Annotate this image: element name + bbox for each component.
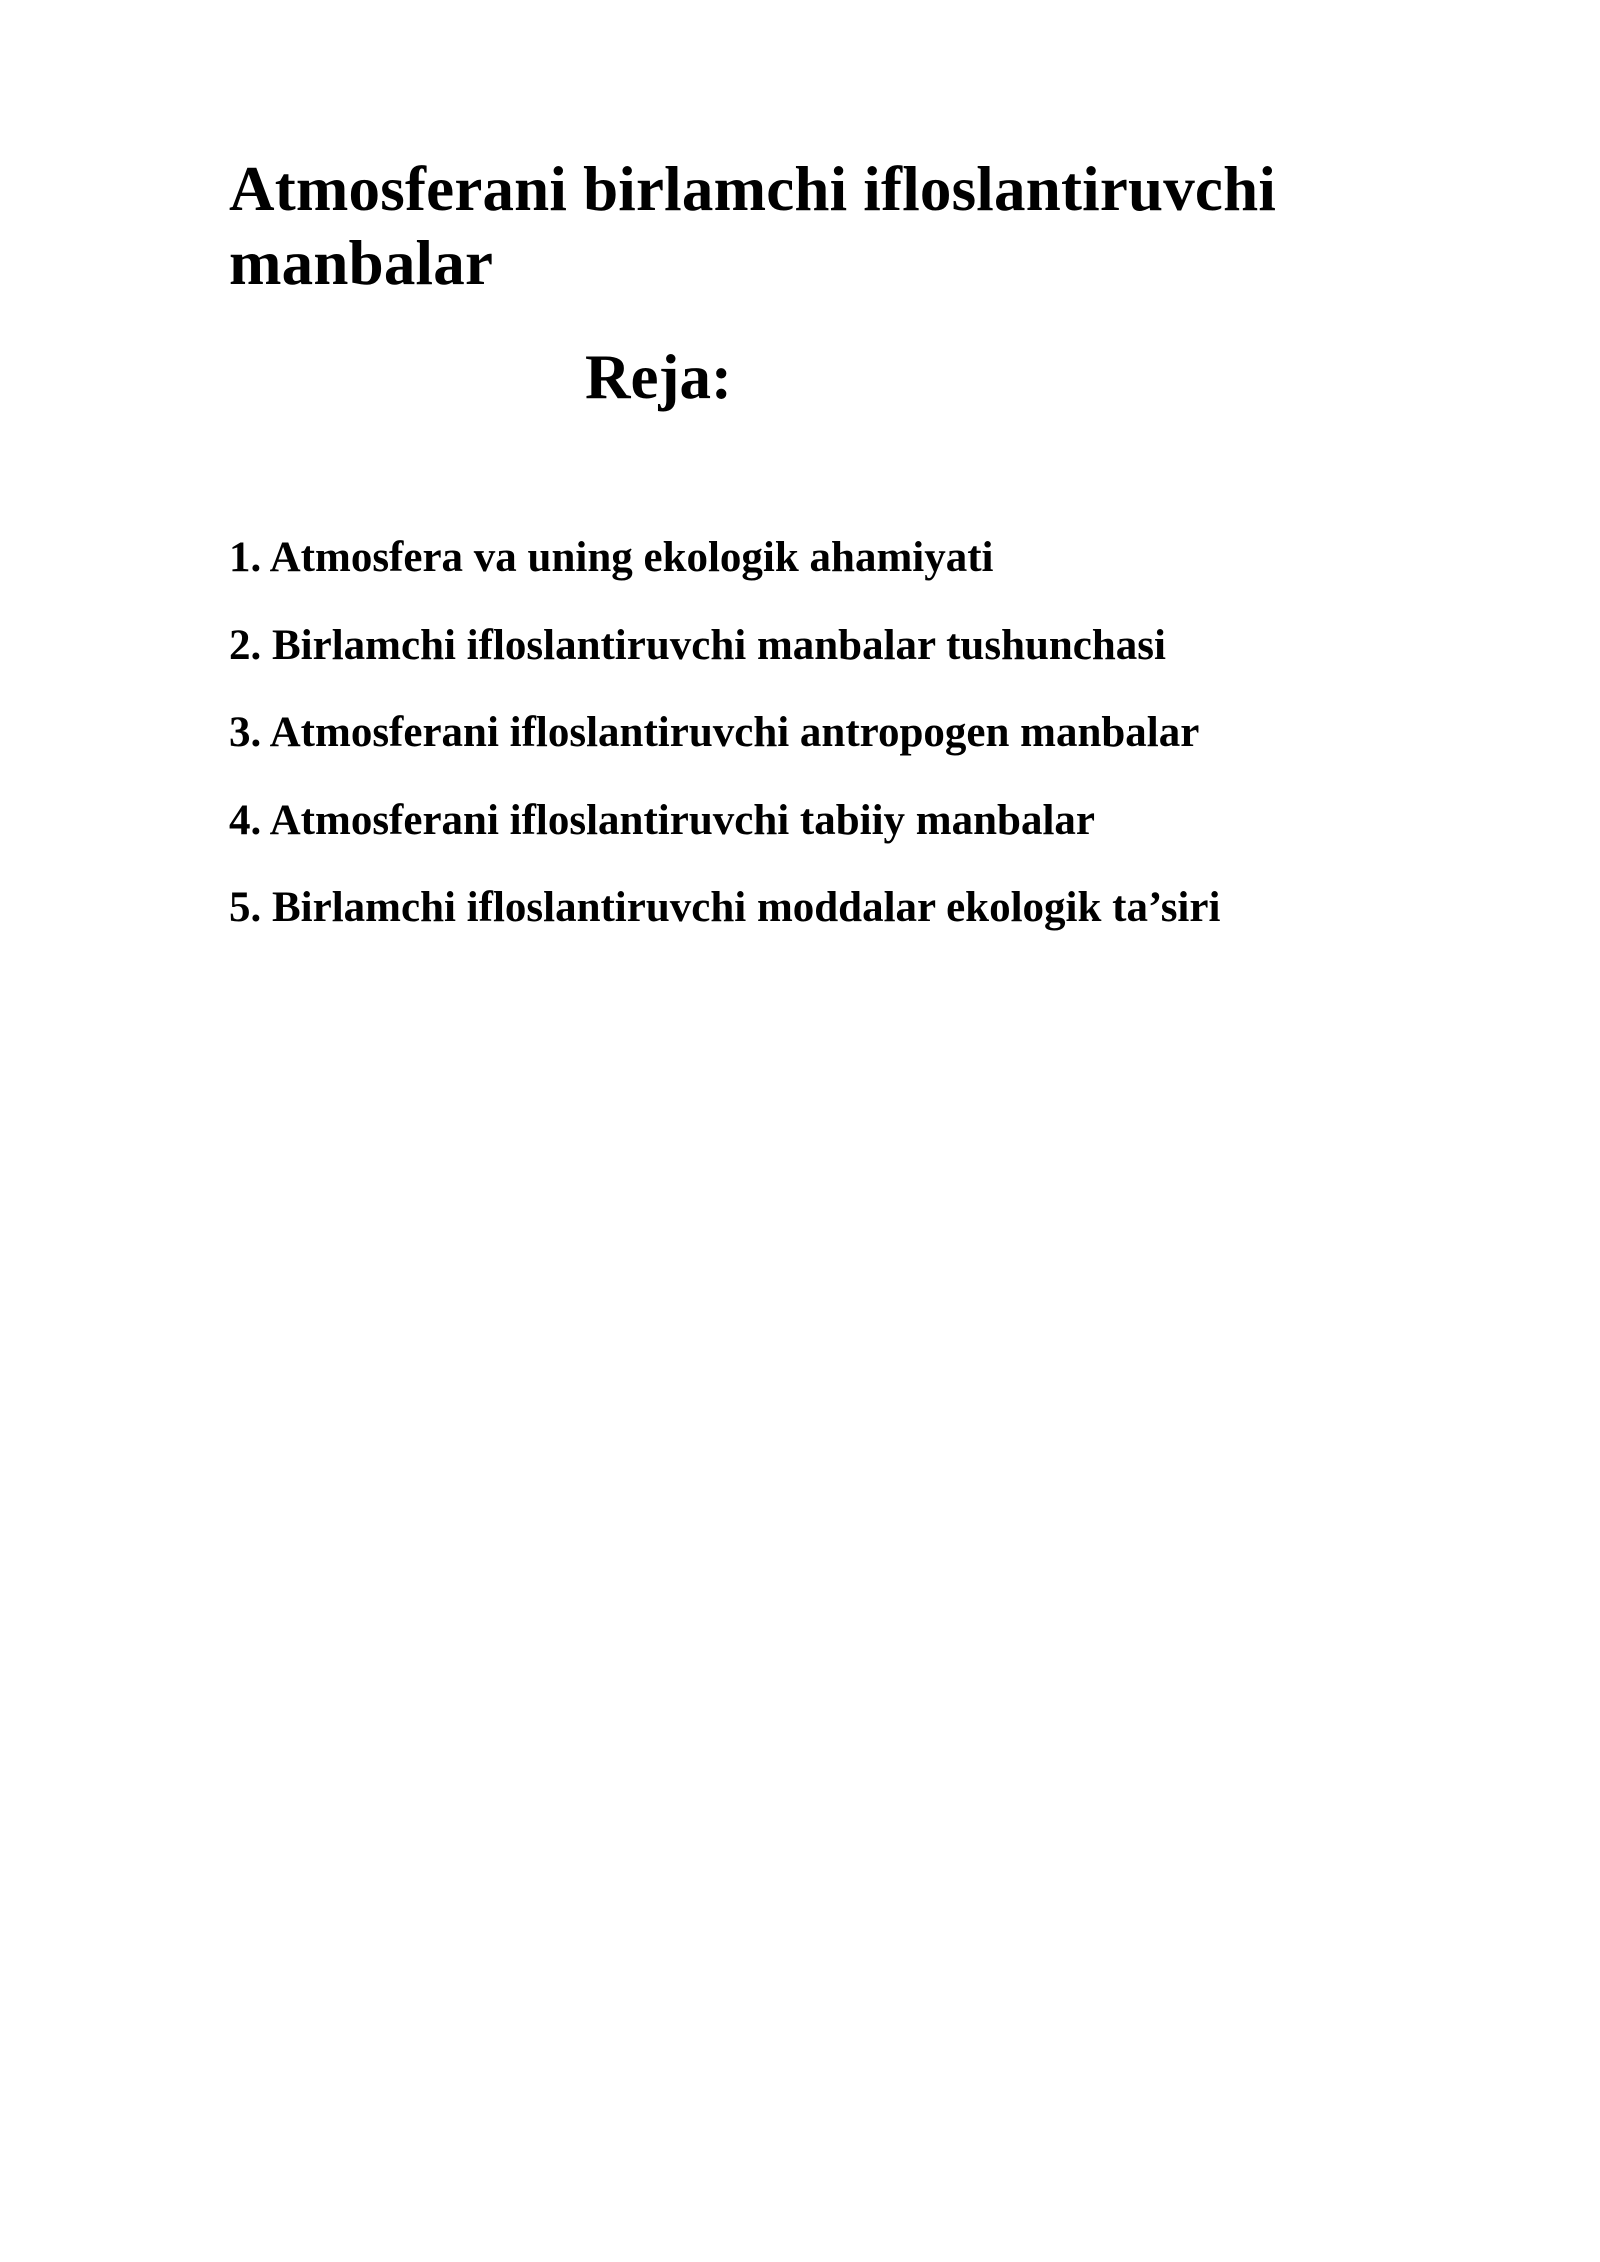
document-title: Atmosferani birlamchi ifloslantiruvchi manbalar [229, 154, 1277, 298]
plan-item-4: 4. Atmosferani ifloslantiruvchi tabiiy manbalar [229, 796, 1095, 844]
plan-item-3: 3. Atmosferani ifloslantiruvchi antropogen manbalar [229, 709, 1200, 756]
plan-item-5: 5. Birlamchi ifloslantiruvchi moddalar ekologik ta’siri [229, 884, 1221, 931]
plan-list [229, 533, 1220, 971]
plan-heading: Reja: [585, 342, 732, 412]
plan-item-1: 1. Atmosfera va uning ekologik ahamiyati [229, 534, 994, 581]
plan-item-2: 2. Birlamchi ifloslantiruvchi manbalar tushunchasi [229, 621, 1166, 669]
